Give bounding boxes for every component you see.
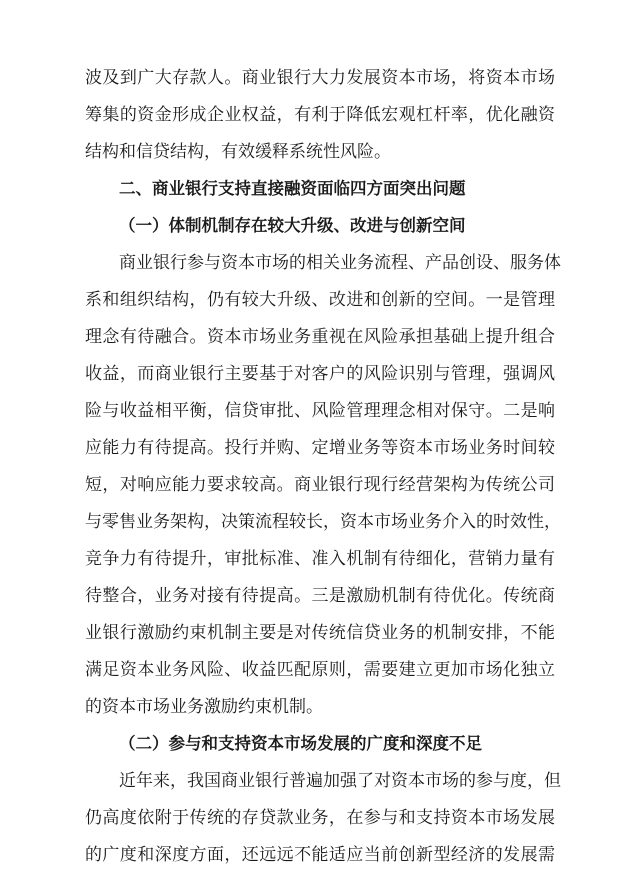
subsection-heading: （二）参与和支持资本市场发展的广度和深度不足 [119,734,482,753]
paragraph-line: 险与收益相平衡，信贷审批、风险管理理念相对保守。二是响 [85,401,555,421]
paragraph-line: 筹集的资金形成企业权益，有利于降低宏观杠杆率，优化融资 [85,105,555,125]
paragraph-line: 结构和信贷结构，有效缓释系统性风险。 [85,142,391,162]
paragraph-line: 系和组织结构，仍有较大升级、改进和创新的空间。一是管理 [85,290,555,310]
paragraph-line: 待整合，业务对接有待提高。三是激励机制有待优化。传统商 [85,586,555,606]
paragraph-line: 近年来，我国商业银行普遍加强了对资本市场的参与度，但 [119,771,561,791]
paragraph-line: 应能力有待提高。投行并购、定增业务等资本市场业务时间较 [85,438,555,458]
paragraph-line: 的广度和深度方面，还远远不能适应当前创新型经济的发展需 [85,845,555,865]
subsection-heading: （一）体制机制存在较大升级、改进与创新空间 [119,216,466,235]
paragraph-line: 满足资本业务风险、收益匹配原则，需要建立更加市场化独立 [85,660,555,680]
paragraph-line: 与零售业务架构，决策流程较长，资本市场业务介入的时效性， [85,512,561,532]
paragraph-line: 竞争力有待提升，审批标准、准入机制有待细化，营销力量有 [85,549,555,569]
paragraph-line: 收益，而商业银行主要基于对客户的风险识别与管理，强调风 [85,364,555,384]
section-heading: 二、商业银行支持直接融资面临四方面突出问题 [119,179,466,198]
paragraph-line: 业银行激励约束机制主要是对传统信贷业务的机制安排，不能 [85,623,555,643]
paragraph-line: 理念有待融合。资本市场业务重视在风险承担基础上提升组合 [85,327,555,347]
paragraph-line: 波及到广大存款人。商业银行大力发展资本市场，将资本市场 [85,68,555,88]
paragraph-line: 商业银行参与资本市场的相关业务流程、产品创设、服务体 [119,253,561,273]
paragraph-line: 短，对响应能力要求较高。商业银行现行经营架构为传统公司 [85,475,555,495]
paragraph-line: 仍高度依附于传统的存贷款业务，在参与和支持资本市场发展 [85,808,555,828]
paragraph-line: 的资本市场业务激励约束机制。 [85,697,323,717]
